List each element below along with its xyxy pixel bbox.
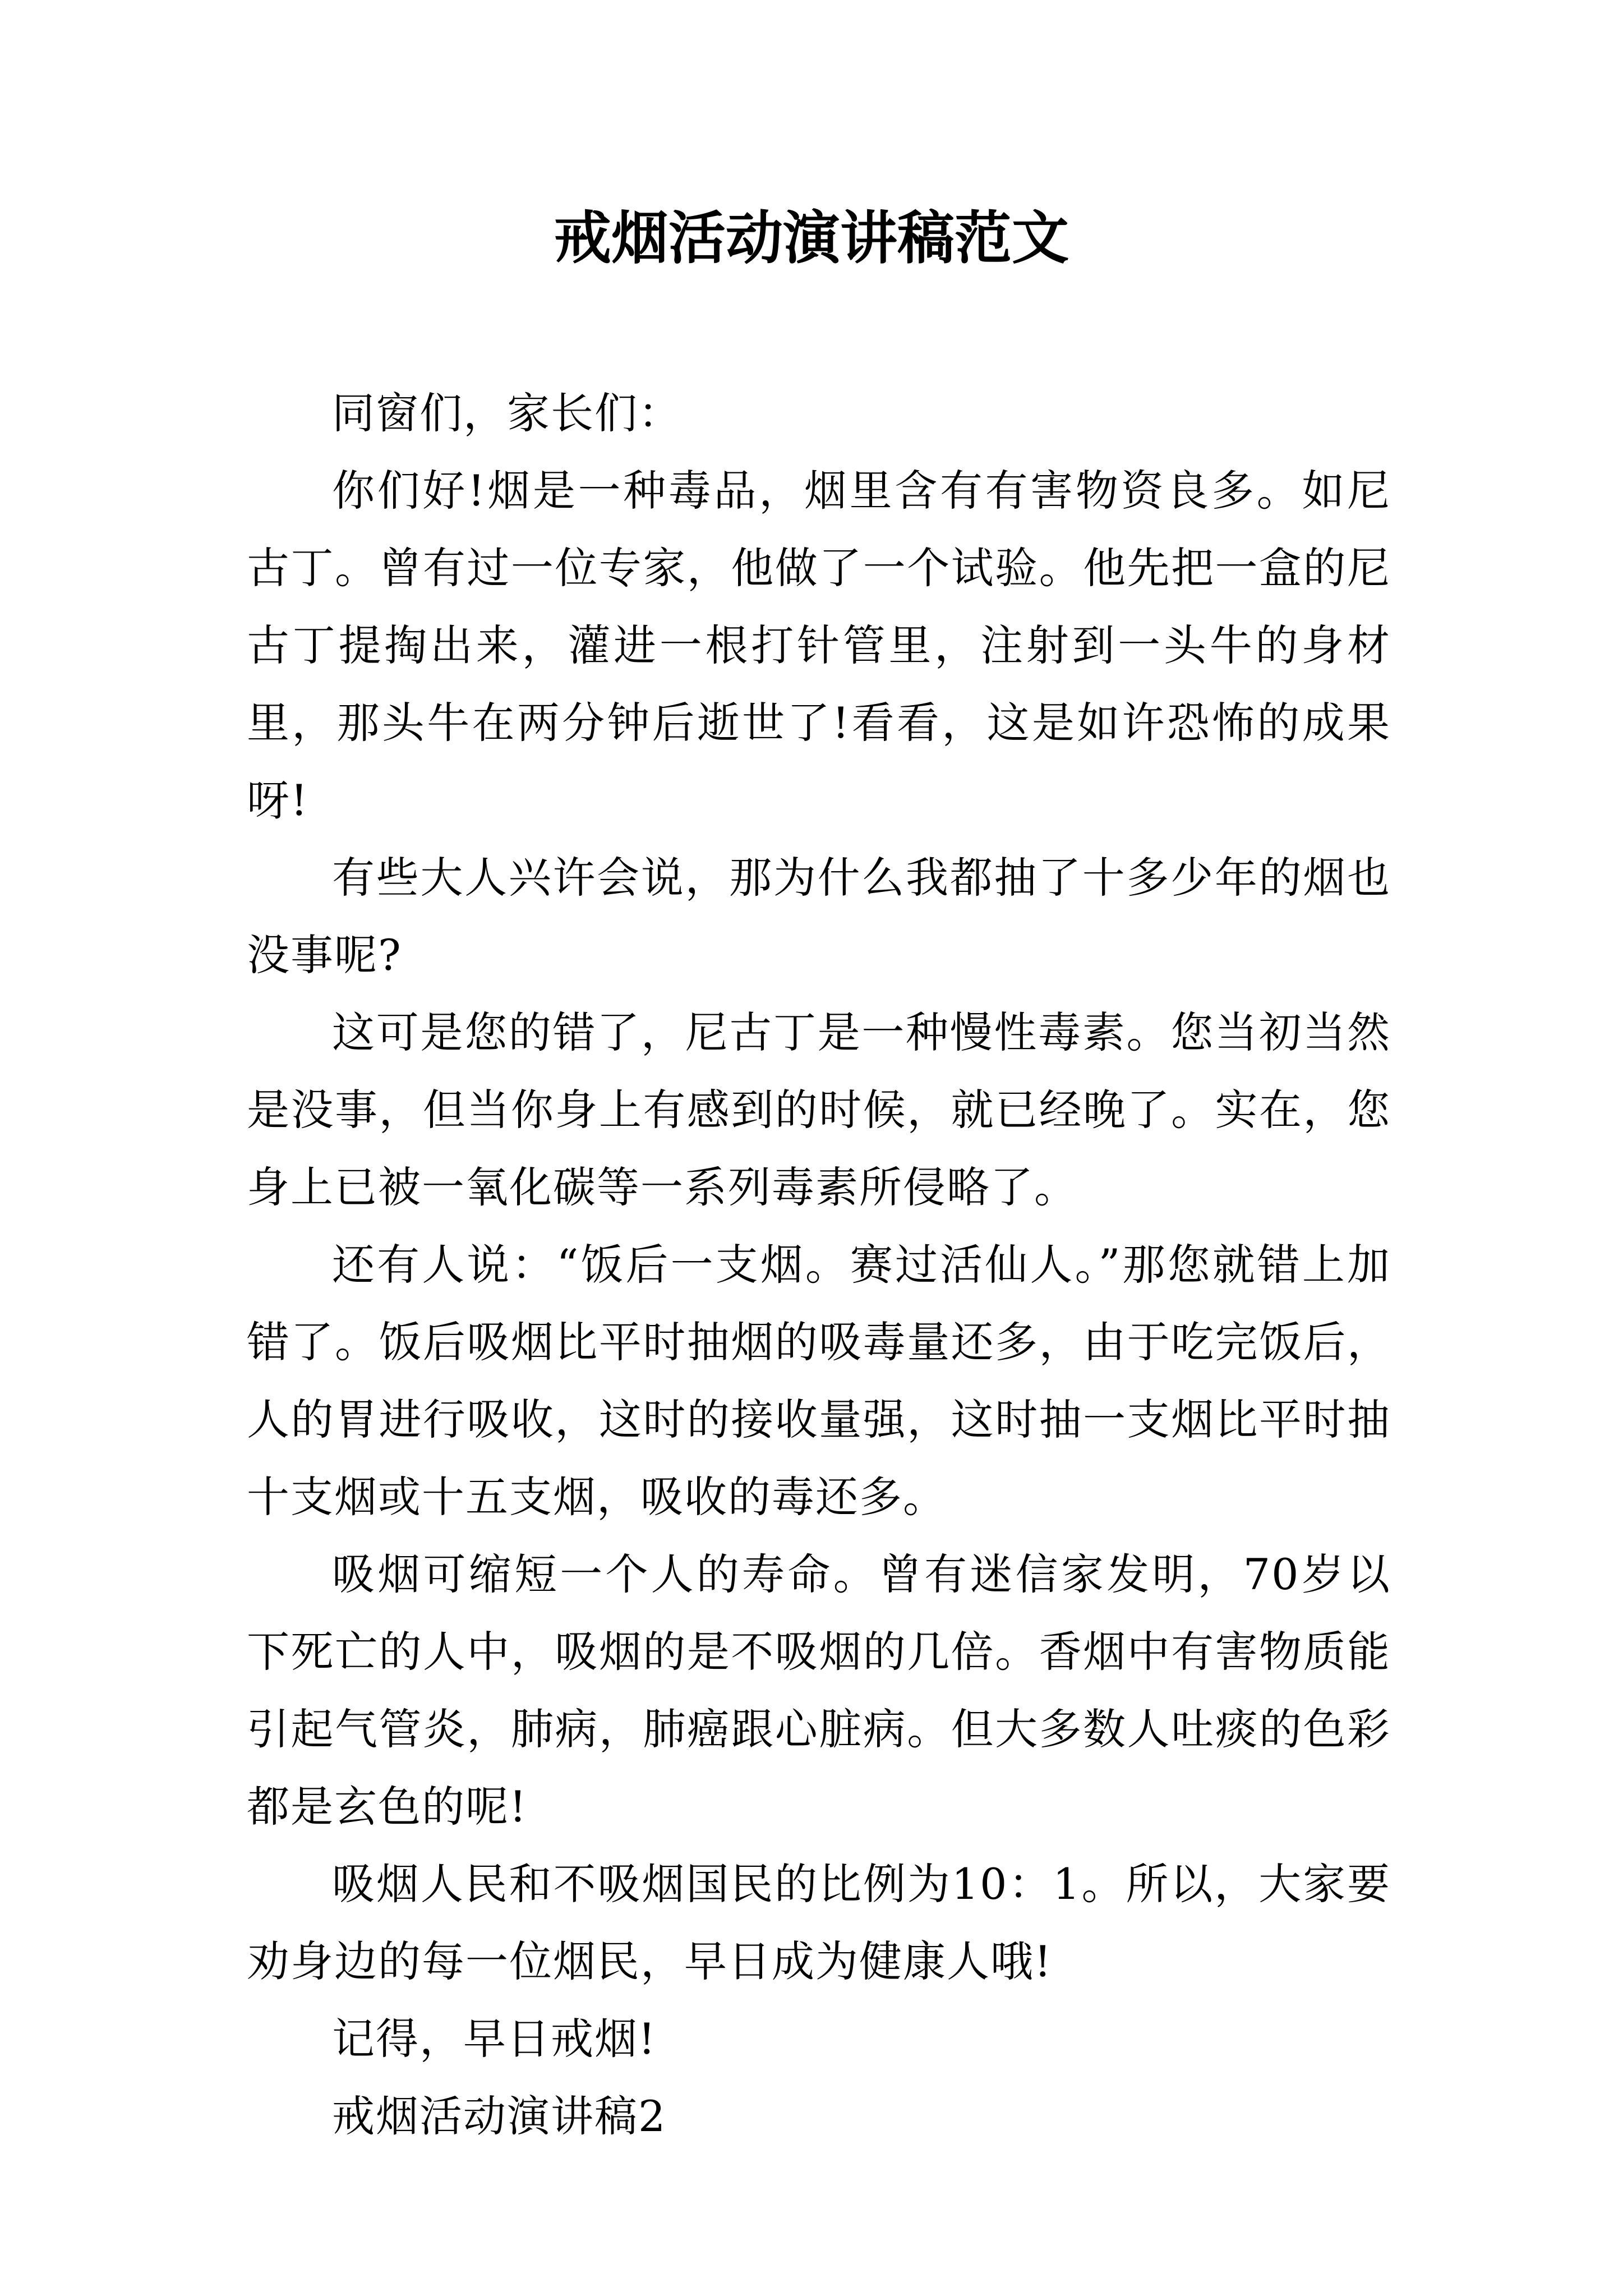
body-paragraph: 还有人说：“饭后一支烟。赛过活仙人。”那您就错上加错了。饭后吸烟比平时抽烟的吸毒量还多，由于吃完饭后，人的胃进行吸收，这时的接收量强，这时抽一支烟比平时抽十支烟或十五支烟，吸收的毒还多。 — [247, 1240, 1391, 1522]
body-paragraph: 你们好!烟是一种毒品，烟里含有有害物资良多。如尼古丁。曾有过一位专家，他做了一个试验。他先把一盒的尼古丁提掏出来，灌进一根打针管里，注射到一头牛的身材里，那头牛在两分钟后逝世了!看看，这是如许恐怖的成果呀! — [247, 466, 1391, 825]
body-paragraph: 吸烟人民和不吸烟国民的比例为10：1。所以，大家要劝身边的每一位烟民，早日成为健康人哦! — [247, 1859, 1391, 1986]
body-paragraph: 有些大人兴许会说，那为什么我都抽了十多少年的烟也没事呢? — [247, 853, 1391, 980]
closing-paragraph: 记得，早日戒烟! — [332, 2014, 657, 2064]
body-paragraph: 这可是您的错了，尼古丁是一种慢性毒素。您当初当然是没事，但当你身上有感到的时候，就已经晚了。实在，您身上已被一氧化碳等一系列毒素所侵略了。 — [247, 1007, 1391, 1212]
document-title: 戒烟活动演讲稿范文 — [554, 205, 1069, 272]
document-body — [247, 375, 1391, 2155]
greeting-paragraph: 同窗们，家长们： — [332, 388, 682, 438]
body-paragraph: 吸烟可缩短一个人的寿命。曾有迷信家发明，70岁以下死亡的人中，吸烟的是不吸烟的几倍。香烟中有害物质能引起气管炎，肺病，肺癌跟心脏病。但大多数人吐痰的色彩都是玄色的呢! — [247, 1549, 1391, 1832]
next-section-heading: 戒烟活动演讲稿2 — [332, 2091, 667, 2141]
